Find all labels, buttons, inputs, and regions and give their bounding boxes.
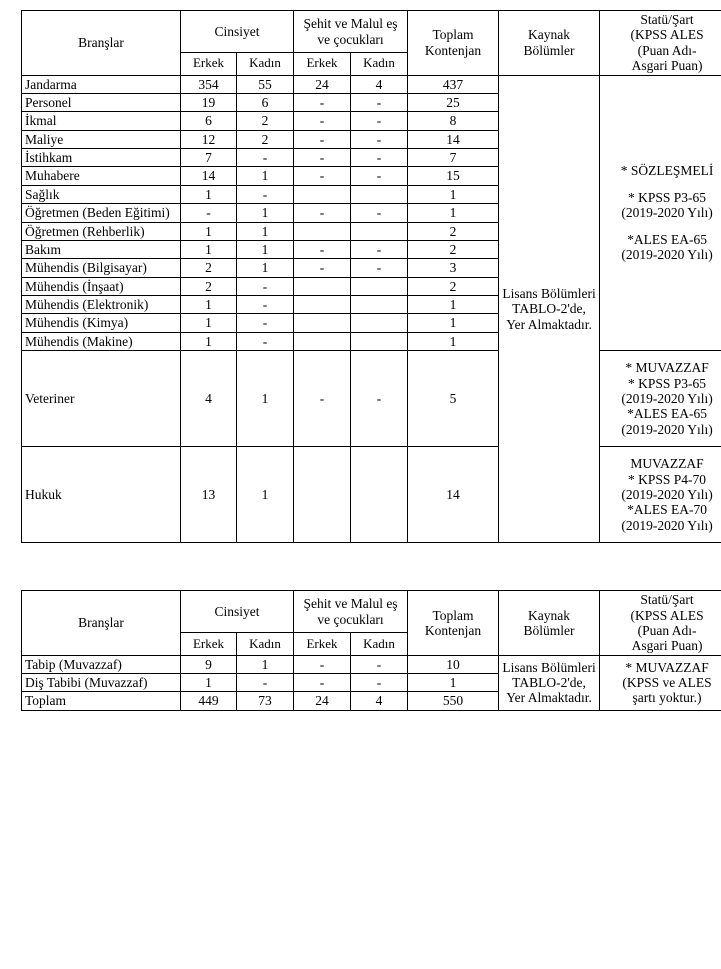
statu-line: * KPSS P3-65 <box>628 375 707 391</box>
cell-sehit-kadin <box>351 447 408 543</box>
header-sehit-erkek: Erkek <box>294 633 351 655</box>
cell-sehit-erkek <box>294 314 351 332</box>
cell-toplam: 10 <box>408 655 499 673</box>
header-statu-sart <box>600 11 721 76</box>
cell-brans: Mühendis (Kimya) <box>22 314 181 332</box>
cell-brans: Veteriner <box>22 351 181 447</box>
cell-toplam: 14 <box>408 130 499 148</box>
cell-sehit-kadin: - <box>351 204 408 222</box>
cell-toplam: 1 <box>408 332 499 350</box>
cell-sehit-erkek: - <box>294 655 351 673</box>
cell-cinsiyet-kadin: 1 <box>237 351 294 447</box>
cell-cinsiyet-erkek: 1 <box>181 185 237 203</box>
cell-brans: Jandarma <box>22 75 181 93</box>
cell-cinsiyet-erkek: 1 <box>181 332 237 350</box>
header-cinsiyet-erkek: Erkek <box>181 53 237 75</box>
cell-total-sehit-erkek: 24 <box>294 692 351 710</box>
cell-cinsiyet-erkek: - <box>181 204 237 222</box>
cell-cinsiyet-kadin: 2 <box>237 112 294 130</box>
header-branslar: Branşlar <box>22 11 181 76</box>
header-statu-line-1: Statü/Şart <box>640 592 694 608</box>
cell-sehit-erkek: - <box>294 93 351 111</box>
statu-line: (2019-2020 Yılı) <box>621 486 713 502</box>
header-statu-line-1: Statü/Şart <box>640 12 694 27</box>
cell-cinsiyet-erkek: 1 <box>181 222 237 240</box>
table-2-header <box>22 591 721 656</box>
cell-brans: Diş Tabibi (Muvazzaf) <box>22 674 181 692</box>
cell-toplam: 1 <box>408 296 499 314</box>
statu-line: MUVAZZAF <box>630 456 704 472</box>
cell-sehit-erkek: - <box>294 240 351 258</box>
cell-toplam: 1 <box>408 204 499 222</box>
table-row <box>22 351 721 447</box>
cell-cinsiyet-erkek: 6 <box>181 112 237 130</box>
header-cinsiyet-erkek: Erkek <box>181 633 237 655</box>
cell-brans: Mühendis (Elektronik) <box>22 296 181 314</box>
cell-sehit-kadin <box>351 332 408 350</box>
header-statu-line-2: (KPSS ALES <box>630 27 704 43</box>
cell-statu-sart <box>600 655 721 710</box>
statu-line: (2019-2020 Yılı) <box>621 390 713 406</box>
cell-cinsiyet-kadin: 55 <box>237 75 294 93</box>
table-2-body <box>22 655 721 710</box>
header-cinsiyet: Cinsiyet <box>181 591 294 633</box>
header-sehit-malul: Şehit ve Malul eş ve çocukları <box>294 591 408 633</box>
cell-sehit-erkek: - <box>294 351 351 447</box>
cell-sehit-kadin: - <box>351 674 408 692</box>
statu-line: *ALES EA-70 <box>627 502 707 518</box>
cell-brans: Sağlık <box>22 185 181 203</box>
cell-cinsiyet-kadin: 1 <box>237 222 294 240</box>
cell-brans: Bakım <box>22 240 181 258</box>
header-statu-line-3: (Puan Adı- <box>637 622 697 638</box>
cell-total-cinsiyet-kadin: 73 <box>237 692 294 710</box>
cell-cinsiyet-kadin: 2 <box>237 130 294 148</box>
cell-toplam: 1 <box>408 185 499 203</box>
cell-cinsiyet-erkek: 1 <box>181 674 237 692</box>
statu-line: * SÖZLEŞMELİ <box>620 162 714 178</box>
header-sehit-kadin: Kadın <box>351 633 408 655</box>
cell-sehit-erkek <box>294 185 351 203</box>
cell-cinsiyet-erkek: 354 <box>181 75 237 93</box>
cell-sehit-erkek: - <box>294 167 351 185</box>
cell-cinsiyet-kadin: - <box>237 277 294 295</box>
cell-sehit-kadin <box>351 314 408 332</box>
cell-cinsiyet-erkek: 9 <box>181 655 237 673</box>
header-kaynak-bolumler: Kaynak Bölümler <box>499 11 600 76</box>
header-cinsiyet: Cinsiyet <box>181 11 294 53</box>
cell-brans: İkmal <box>22 112 181 130</box>
table-1-header <box>22 11 721 76</box>
cell-sehit-kadin: - <box>351 93 408 111</box>
cell-cinsiyet-kadin: - <box>237 296 294 314</box>
cell-toplam: 1 <box>408 314 499 332</box>
cell-sehit-erkek <box>294 296 351 314</box>
cell-sehit-erkek <box>294 277 351 295</box>
cell-cinsiyet-kadin: - <box>237 332 294 350</box>
cell-cinsiyet-erkek: 1 <box>181 240 237 258</box>
cell-sehit-erkek: - <box>294 204 351 222</box>
header-sehit-kadin: Kadın <box>351 53 408 75</box>
cell-total-sehit-kadin: 4 <box>351 692 408 710</box>
header-statu-line-4: Asgari Puan) <box>631 638 703 654</box>
cell-sehit-kadin: - <box>351 112 408 130</box>
cell-sehit-erkek: - <box>294 259 351 277</box>
header-sehit-erkek: Erkek <box>294 53 351 75</box>
cell-cinsiyet-kadin: 6 <box>237 93 294 111</box>
header-statu-sart <box>600 591 721 656</box>
header-statu-line-3: (Puan Adı- <box>637 42 697 58</box>
header-cinsiyet-kadin: Kadın <box>237 53 294 75</box>
cell-sehit-erkek: - <box>294 674 351 692</box>
cell-sehit-kadin: - <box>351 167 408 185</box>
header-branslar: Branşlar <box>22 591 181 656</box>
header-cinsiyet-kadin: Kadın <box>237 633 294 655</box>
cell-sehit-erkek <box>294 447 351 543</box>
cell-sehit-erkek: - <box>294 149 351 167</box>
table-gap <box>21 543 700 590</box>
kontenjan-table-2 <box>21 590 721 711</box>
cell-cinsiyet-erkek: 19 <box>181 93 237 111</box>
cell-cinsiyet-kadin: - <box>237 185 294 203</box>
statu-spacer <box>603 221 721 232</box>
header-statu-line-4: Asgari Puan) <box>631 58 703 74</box>
statu-line: (2019-2020 Yılı) <box>621 205 713 221</box>
statu-line: * KPSS P3-65 <box>628 189 707 205</box>
header-toplam-kontenjan: Toplam Kontenjan <box>408 11 499 76</box>
cell-toplam: 437 <box>408 75 499 93</box>
cell-toplam: 2 <box>408 277 499 295</box>
cell-toplam: 3 <box>408 259 499 277</box>
table-1-body <box>22 75 721 543</box>
cell-statu-group-2 <box>600 351 721 447</box>
cell-brans: Öğretmen (Rehberlik) <box>22 222 181 240</box>
cell-cinsiyet-erkek: 13 <box>181 447 237 543</box>
cell-cinsiyet-erkek: 1 <box>181 296 237 314</box>
cell-cinsiyet-kadin: 1 <box>237 167 294 185</box>
cell-sehit-erkek: - <box>294 130 351 148</box>
cell-cinsiyet-erkek: 12 <box>181 130 237 148</box>
table-row <box>22 75 721 93</box>
cell-sehit-kadin <box>351 277 408 295</box>
cell-cinsiyet-erkek: 4 <box>181 351 237 447</box>
cell-kaynak-bolumler: Lisans Bölümleri TABLO-2'de, Yer Almaktadır. <box>499 75 600 543</box>
cell-toplam: 5 <box>408 351 499 447</box>
statu-line: *ALES EA-65 <box>627 231 707 247</box>
cell-toplam: 1 <box>408 674 499 692</box>
cell-cinsiyet-kadin: - <box>237 674 294 692</box>
statu-line: (2019-2020 Yılı) <box>621 247 713 263</box>
cell-total-label: Toplam <box>22 692 181 710</box>
table-header-row-primary <box>22 11 721 53</box>
cell-sehit-kadin <box>351 185 408 203</box>
statu-line: * MUVAZZAF <box>625 659 709 675</box>
cell-cinsiyet-erkek: 2 <box>181 259 237 277</box>
cell-sehit-kadin: - <box>351 149 408 167</box>
cell-cinsiyet-erkek: 2 <box>181 277 237 295</box>
kontenjan-table-1 <box>21 10 721 543</box>
cell-cinsiyet-erkek: 14 <box>181 167 237 185</box>
statu-line: (2019-2020 Yılı) <box>621 517 713 533</box>
cell-cinsiyet-kadin: 1 <box>237 259 294 277</box>
cell-sehit-kadin: - <box>351 655 408 673</box>
cell-sehit-kadin: - <box>351 351 408 447</box>
cell-toplam: 14 <box>408 447 499 543</box>
header-statu-line-2: (KPSS ALES <box>630 607 704 623</box>
table-row <box>22 447 721 543</box>
cell-cinsiyet-kadin: 1 <box>237 655 294 673</box>
cell-cinsiyet-kadin: - <box>237 149 294 167</box>
cell-total-cinsiyet-erkek: 449 <box>181 692 237 710</box>
cell-sehit-kadin <box>351 222 408 240</box>
cell-toplam: 2 <box>408 240 499 258</box>
cell-cinsiyet-kadin: 1 <box>237 447 294 543</box>
cell-cinsiyet-kadin: 1 <box>237 204 294 222</box>
cell-cinsiyet-kadin: 1 <box>237 240 294 258</box>
cell-sehit-erkek <box>294 222 351 240</box>
cell-statu-group-1 <box>600 75 721 351</box>
cell-sehit-erkek: 24 <box>294 75 351 93</box>
cell-brans: Personel <box>22 93 181 111</box>
cell-statu-group-3 <box>600 447 721 543</box>
cell-cinsiyet-erkek: 7 <box>181 149 237 167</box>
cell-toplam: 15 <box>408 167 499 185</box>
statu-line: (2019-2020 Yılı) <box>621 421 713 437</box>
table-header-row-primary <box>22 591 721 633</box>
statu-line: * KPSS P4-70 <box>628 471 707 487</box>
header-toplam-kontenjan: Toplam Kontenjan <box>408 591 499 656</box>
cell-sehit-erkek <box>294 332 351 350</box>
cell-cinsiyet-erkek: 1 <box>181 314 237 332</box>
cell-kaynak-bolumler: Lisans Bölümleri TABLO-2'de, Yer Almaktadır. <box>499 655 600 710</box>
cell-brans: Tabip (Muvazzaf) <box>22 655 181 673</box>
cell-brans: Mühendis (Bilgisayar) <box>22 259 181 277</box>
cell-brans: Hukuk <box>22 447 181 543</box>
cell-brans: Mühendis (İnşaat) <box>22 277 181 295</box>
statu-line: *ALES EA-65 <box>627 406 707 422</box>
statu-line: şartı yoktur.) <box>632 690 702 706</box>
statu-line: * MUVAZZAF <box>625 360 709 376</box>
cell-brans: Muhabere <box>22 167 181 185</box>
statu-line: (KPSS ve ALES <box>622 675 712 690</box>
cell-toplam: 8 <box>408 112 499 130</box>
cell-sehit-kadin: - <box>351 240 408 258</box>
cell-brans: İstihkam <box>22 149 181 167</box>
cell-cinsiyet-kadin: - <box>237 314 294 332</box>
cell-toplam: 7 <box>408 149 499 167</box>
header-sehit-malul: Şehit ve Malul eş ve çocukları <box>294 11 408 53</box>
header-kaynak-bolumler: Kaynak Bölümler <box>499 591 600 656</box>
cell-sehit-erkek: - <box>294 112 351 130</box>
statu-spacer <box>603 178 721 189</box>
cell-total-toplam: 550 <box>408 692 499 710</box>
table-row <box>22 655 721 673</box>
cell-brans: Maliye <box>22 130 181 148</box>
cell-sehit-kadin: 4 <box>351 75 408 93</box>
cell-brans: Mühendis (Makine) <box>22 332 181 350</box>
cell-toplam: 2 <box>408 222 499 240</box>
cell-toplam: 25 <box>408 93 499 111</box>
cell-sehit-kadin <box>351 296 408 314</box>
cell-brans: Öğretmen (Beden Eğitimi) <box>22 204 181 222</box>
cell-sehit-kadin: - <box>351 259 408 277</box>
cell-sehit-kadin: - <box>351 130 408 148</box>
